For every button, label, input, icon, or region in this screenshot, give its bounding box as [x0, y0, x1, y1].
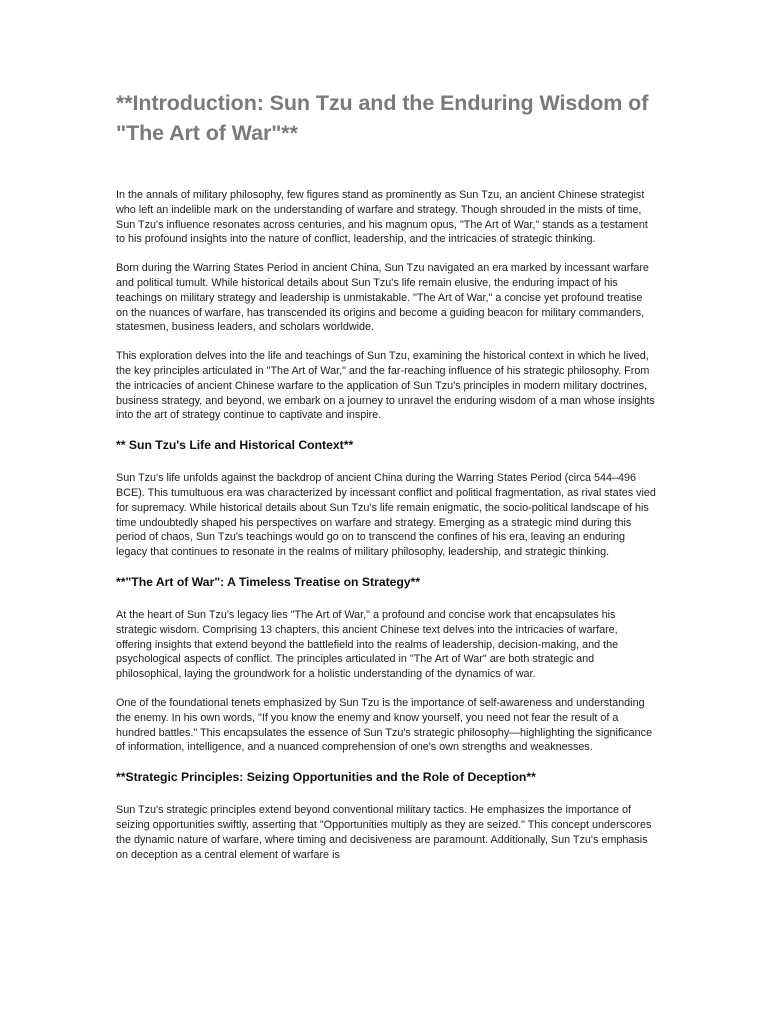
intro-paragraph-3: This exploration delves into the life and teachings of Sun Tzu, examining the historical context in which he lived, the key principles articulated in "The Art of War," and the far-reaching influence of his strategic philosophy. From the intricacies of ancient Chinese warfare to the application of Sun Tzu's principles in modern military doctrines, business strategy, and beyond, we embark on a journey to unravel the enduring wisdom of a man whose insights into the art of strategy continue to captivate and inspire. — [116, 350, 655, 422]
section-heading-art-of-war: **"The Art of War": A Timeless Treatise on Strategy** — [116, 574, 421, 589]
life-paragraph-1: Sun Tzu's life unfolds against the backdrop of ancient China during the Warring States Period (circa 544–496 BCE). This tumultuous era was characterized by incessant conflict and political fragmentation, as rival states vied for supremacy. While historical details about Sun Tzu's life remain enigmatic, the socio-political landscape of his time undoubtedly shaped his perspectives on warfare and strategy. Emerging as a strategic mind during this period of chaos, Sun Tzu's teachings would go on to transcend the confines of his era, leaving an enduring legacy that continues to resonate in the realms of military philosophy, leadership, and strategic thinking. — [116, 472, 656, 559]
section-heading-strategic-principles: **Strategic Principles: Seizing Opportunities and the Role of Deception** — [116, 770, 536, 785]
art-of-war-paragraph-1: At the heart of Sun Tzu's legacy lies "The Art of War," a profound and concise work that encapsulates his strategic wisdom. Comprising 13 chapters, this ancient Chinese text delves into the intricacies of warfare, offering insights that extend beyond the battlefield into the realms of leadership, decision-making, and the psychological aspects of conflict. The principles articulated in "The Art of War" are both strategic and philosophical, laying the groundwork for a holistic understanding of the dynamics of war. — [116, 608, 619, 681]
intro-paragraph-1: In the annals of military philosophy, few figures stand as prominently as Sun Tzu, an ancient Chinese strategist who left an indelible mark on the understanding of warfare and strategy. Though shrouded in the mists of time, Sun Tzu's influence resonates across centuries, and his magnum opus, "The Art of War," stands as a testament to his profound insights into the nature of conflict, leadership, and the intricacies of strategic thinking. — [116, 189, 648, 246]
document-title: **Introduction: Sun Tzu and the Enduring Wisdom of "The Art of War"** — [116, 91, 649, 145]
intro-paragraph-2: Born during the Warring States Period in ancient China, Sun Tzu navigated an era marked by incessant warfare and political tumult. While historical details about Sun Tzu's life remain elusive, the enduring impact of his teachings on military strategy and leadership is unmistakable. "The Art of War," a concise yet profound treatise on the nuances of warfare, has transcended its origins and become a guiding beacon for military commanders, statesmen, business leaders, and scholars worldwide. — [116, 262, 649, 334]
strategic-principles-paragraph-1: Sun Tzu's strategic principles extend beyond conventional military tactics. He emphasizes the importance of seizing opportunities swiftly, asserting that "Opportunities multiply as they are seized." This concept underscores the dynamic nature of warfare, where timing and decisiveness are paramount. Additionally, Sun Tzu's emphasis on deception as a central element of warfare is — [116, 804, 652, 861]
art-of-war-paragraph-2: One of the foundational tenets emphasized by Sun Tzu is the importance of self-awareness and understanding the enemy. In his own words, "If you know the enemy and know yourself, you need not fear the result of a hundred battles." This encapsulates the essence of Sun Tzu's strategic philosophy—highlighting the significance of information, intelligence, and a nuanced comprehension of one's own strengths and weaknesses. — [116, 696, 653, 754]
section-heading-life: ** Sun Tzu's Life and Historical Context** — [116, 438, 354, 453]
document-page — [116, 88, 656, 876]
